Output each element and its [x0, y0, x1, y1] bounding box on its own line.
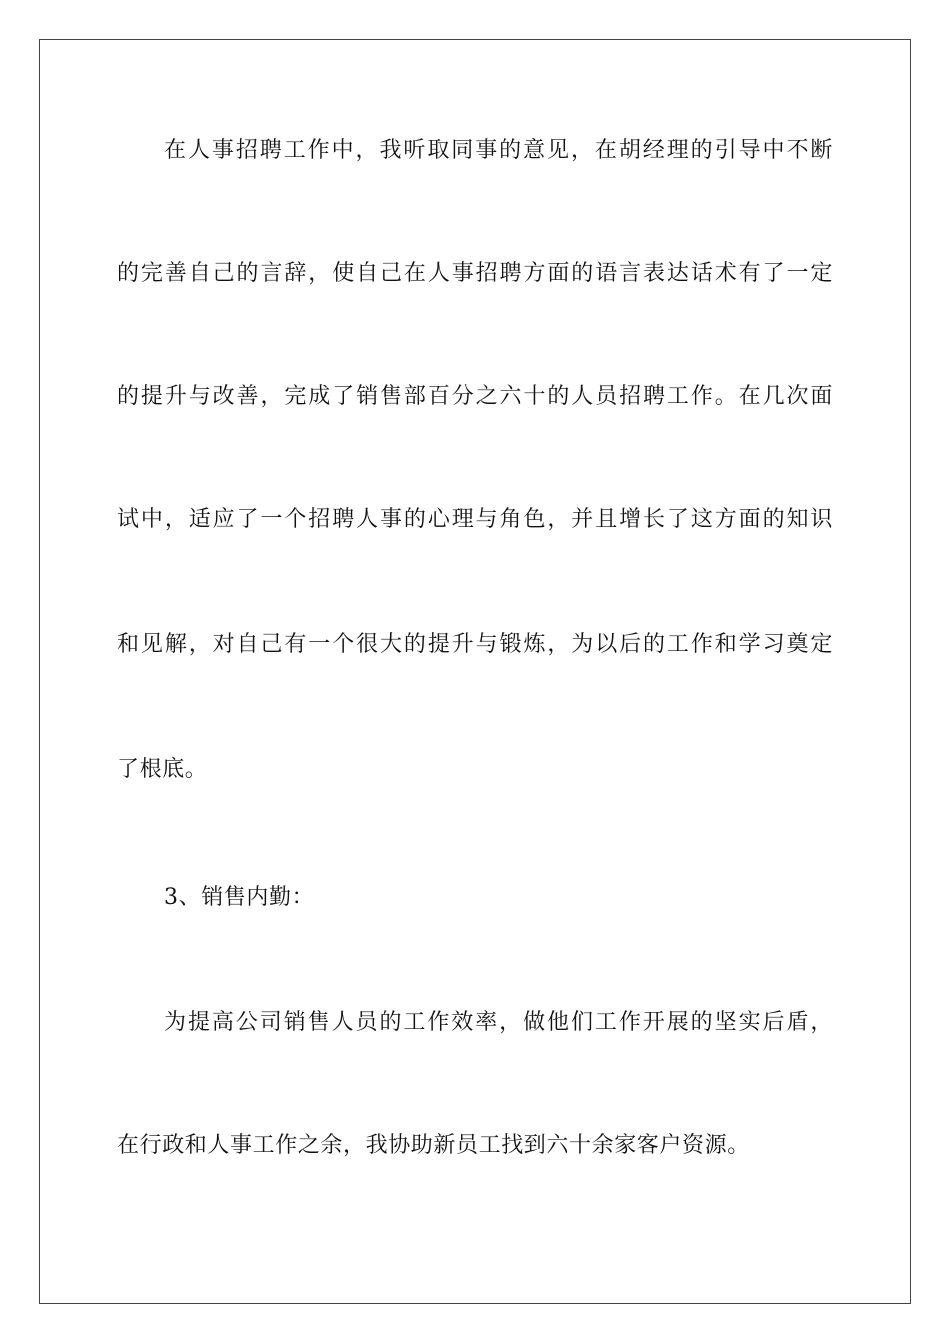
paragraph-1-line-4: 试中，适应了一个招聘人事的心理与角色，并且增长了这方面的知识 [117, 507, 833, 532]
paragraph-2-line-2: 在行政和人事工作之余，我协助新员工找到六十余家客户资源。 [117, 1133, 750, 1158]
paragraph-1-line-2: 的完善自己的言辞，使自己在人事招聘方面的语言表达话术有了一定 [117, 261, 833, 286]
paragraph-1-line-5: 和见解，对自己有一个很大的提升与锻炼，为以后的工作和学习奠定 [117, 632, 833, 657]
page-border [39, 39, 911, 1304]
paragraph-1-line-6: 了根底。 [117, 757, 208, 782]
paragraph-1-line-1: 在人事招聘工作中，我听取同事的意见，在胡经理的引导中不断 [164, 138, 833, 163]
paragraph-1-line-3: 的提升与改善，完成了销售部百分之六十的人员招聘工作。在几次面 [117, 384, 833, 409]
section-heading-sales-support: 3、销售内勤： [164, 885, 315, 910]
paragraph-2-line-1: 为提高公司销售人员的工作效率，做他们工作开展的坚实后盾， [164, 1010, 833, 1035]
